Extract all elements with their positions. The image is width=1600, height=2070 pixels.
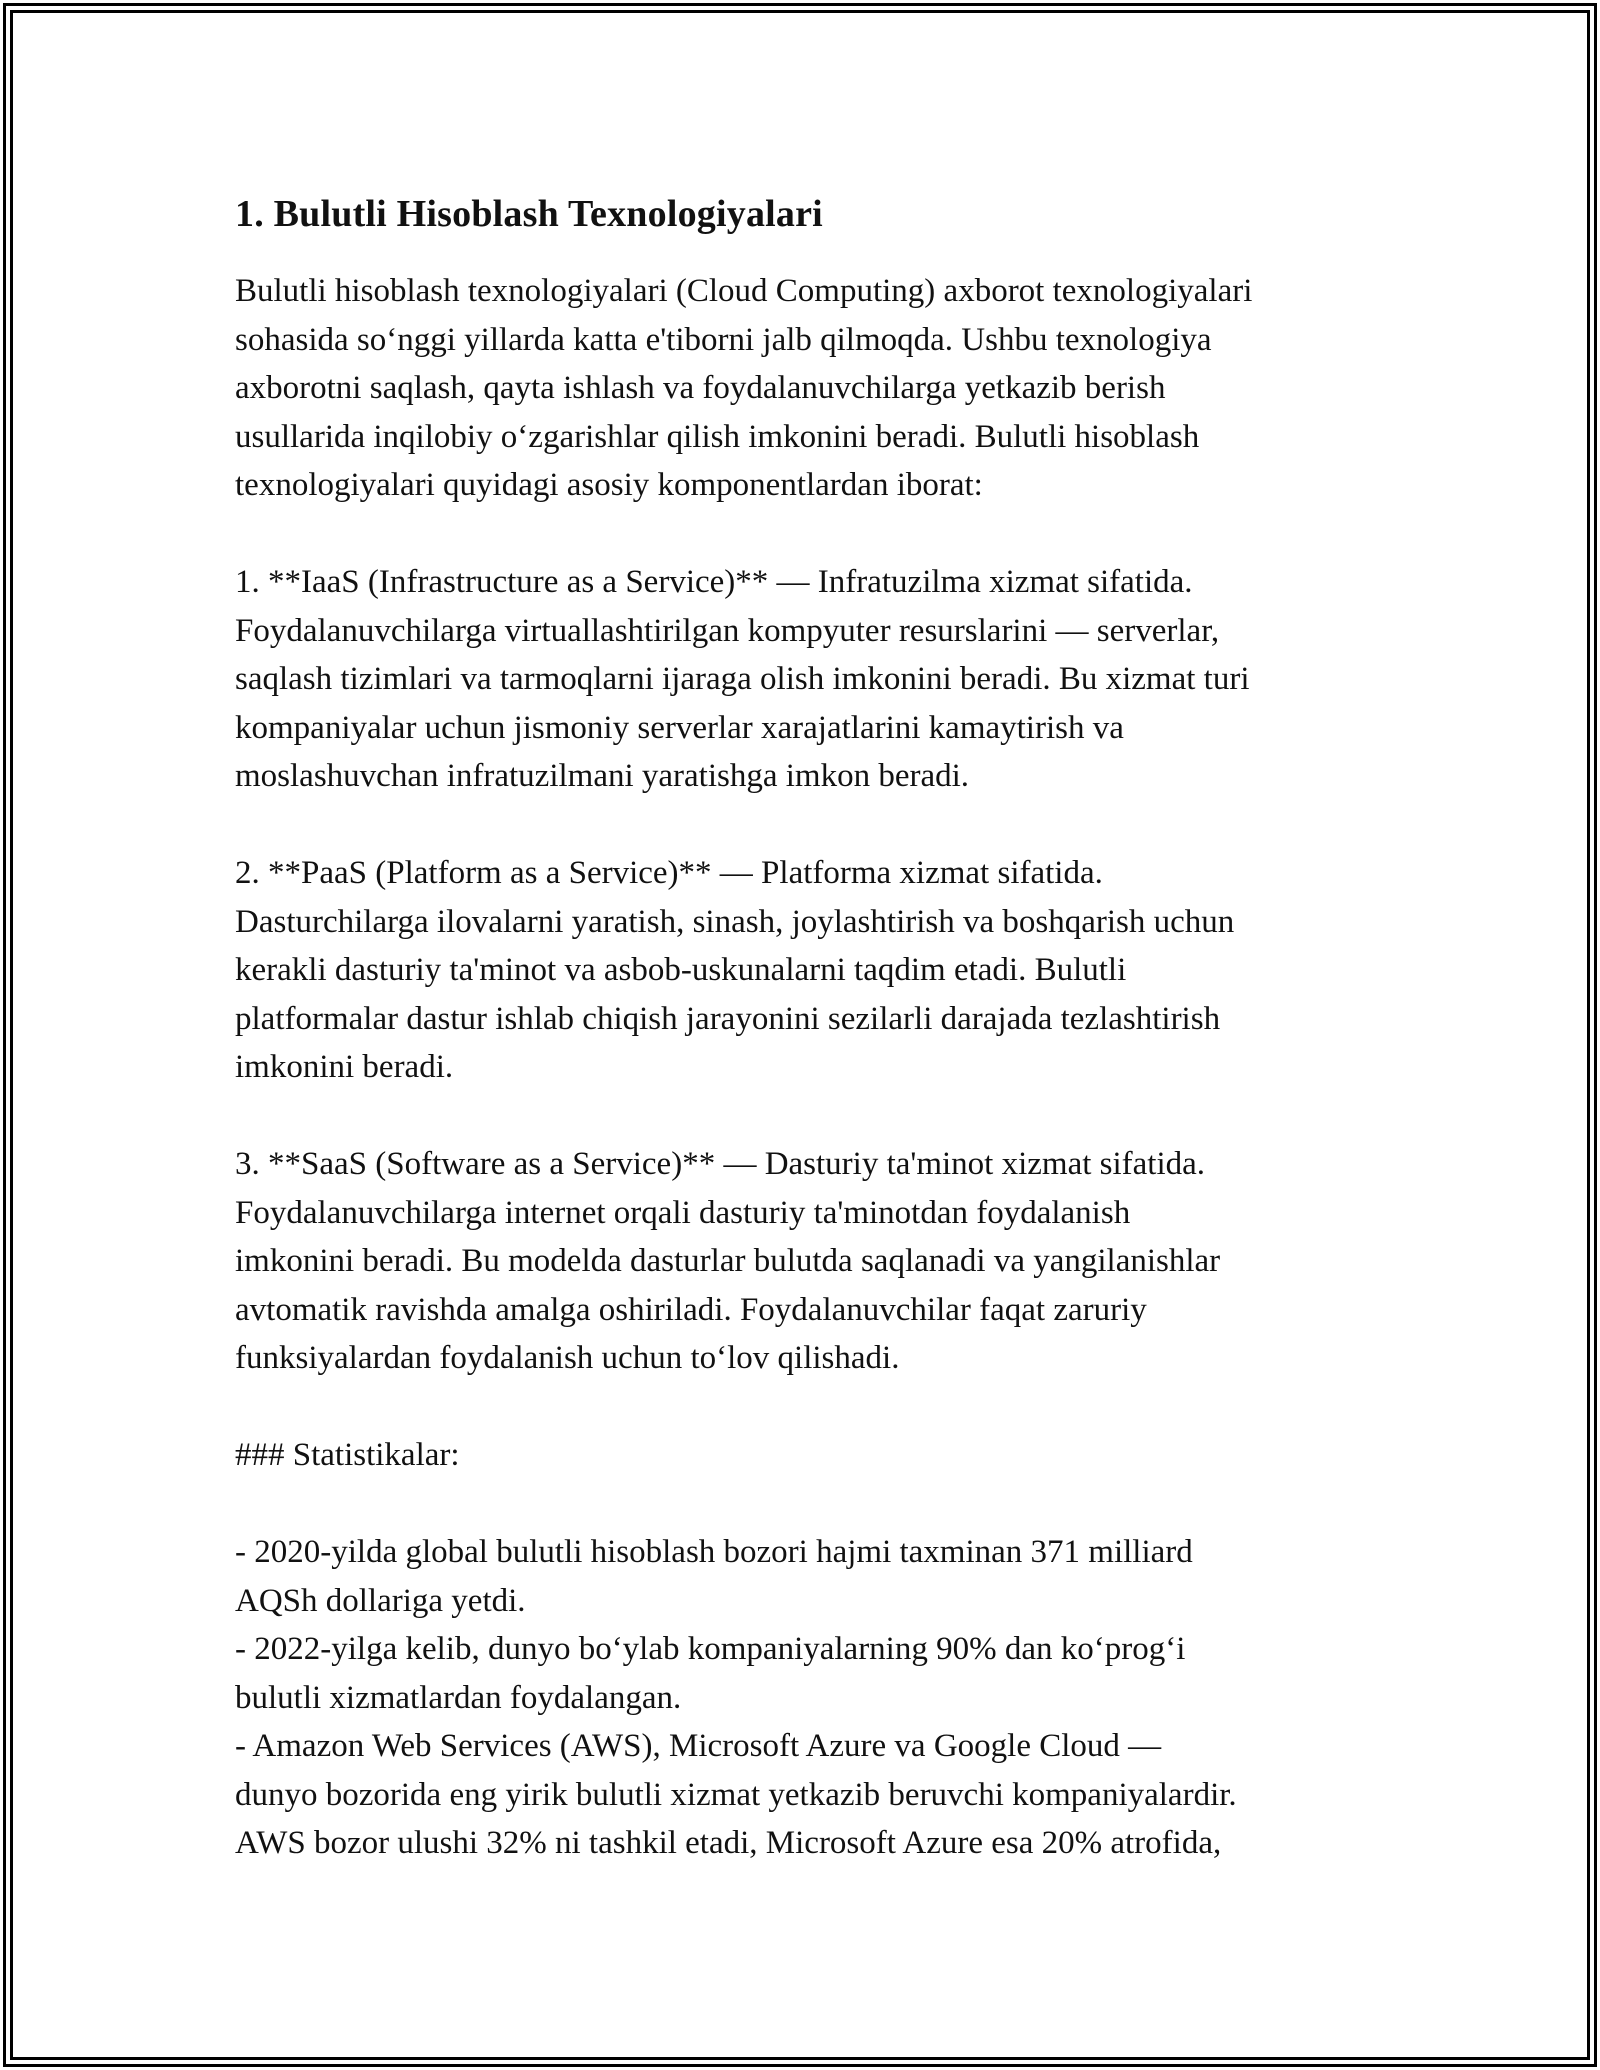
list-item-saas: 3. **SaaS (Software as a Service)** — Dasturiy ta'minot xizmat sifatida. Foydalanuvchilarga internet orqali dasturiy ta'minotdan foydalanish imkonini beradi. Bu modelda dasturlar bulutda saqlanadi va yangilanishlar avtomatik ravishda amalga oshiriladi. Foydalanuvchilar faqat zaruriy funksiyalardan foydalanish uchun to‘lov qilishadi. — [235, 1146, 1221, 1376]
stats-list: - 2020-yilda global bulutli hisoblash bozori hajmi taxminan 371 milliard AQSh dollariga yetdi. - 2022-yilga kelib, dunyo bo‘ylab kompaniyalarning 90% dan ko‘prog‘i bulutli xizmatlardan foydalangan. - Amazon Web Services (AWS), Microsoft Azure va Google Cloud — dunyo bozorida eng yirik bulutli xizmat yetkazib beruvchi kompaniyalardir. AWS bozor ulushi 32% ni tashkil etadi, Microsoft Azure esa 20% atrofida, — [235, 1534, 1237, 1861]
list-item-iaas: 1. **IaaS (Infrastructure as a Service)** — Infratuzilma xizmat sifatida. Foydalanuvchilarga virtuallashtirilgan kompyuter resurslarini — serverlar, saqlash tizimlari va tarmoqlarni ijaraga olish imkonini beradi. Bu xizmat turi kompaniyalar uchun jismoniy serverlar xarajatlarini kamaytirish va moslashuvchan infratuzilmani yaratishga imkon beradi. — [235, 564, 1250, 794]
intro-paragraph: Bulutli hisoblash texnologiyalari (Cloud Computing) axborot texnologiyalari sohasida so‘nggi yillarda katta e'tiborni jalb qilmoqda. Ushbu texnologiya axborotni saqlash, qayta ishlash va foydalanuvchilarga yetkazib berish usullarida inqilobiy o‘zgarishlar qilish imkonini beradi. Bulutli hisoblash texnologiyalari quyidagi asosiy komponentlardan iborat: — [235, 273, 1253, 503]
paragraph-spacer — [235, 1383, 1395, 1432]
paragraph-spacer — [235, 510, 1395, 559]
paragraph-spacer — [235, 801, 1395, 850]
stats-heading: ### Statistikalar: — [235, 1437, 460, 1473]
list-item-paas: 2. **PaaS (Platform as a Service)** — Platforma xizmat sifatida. Dasturchilarga ilovalarni yaratish, sinash, joylashtirish va boshqarish uchun kerakli dasturiy ta'minot va asbob-uskunalarni taqdim etadi. Bulutli platformalar dastur ishlab chiqish jarayonini sezilarli darajada tezlashtirish imkonini beradi. — [235, 855, 1235, 1085]
document-body — [235, 185, 1395, 1868]
paragraph-spacer — [235, 1480, 1395, 1529]
paragraph-spacer — [235, 1092, 1395, 1141]
document-title: 1. Bulutli Hisoblash Texnologiyalari — [235, 193, 823, 235]
